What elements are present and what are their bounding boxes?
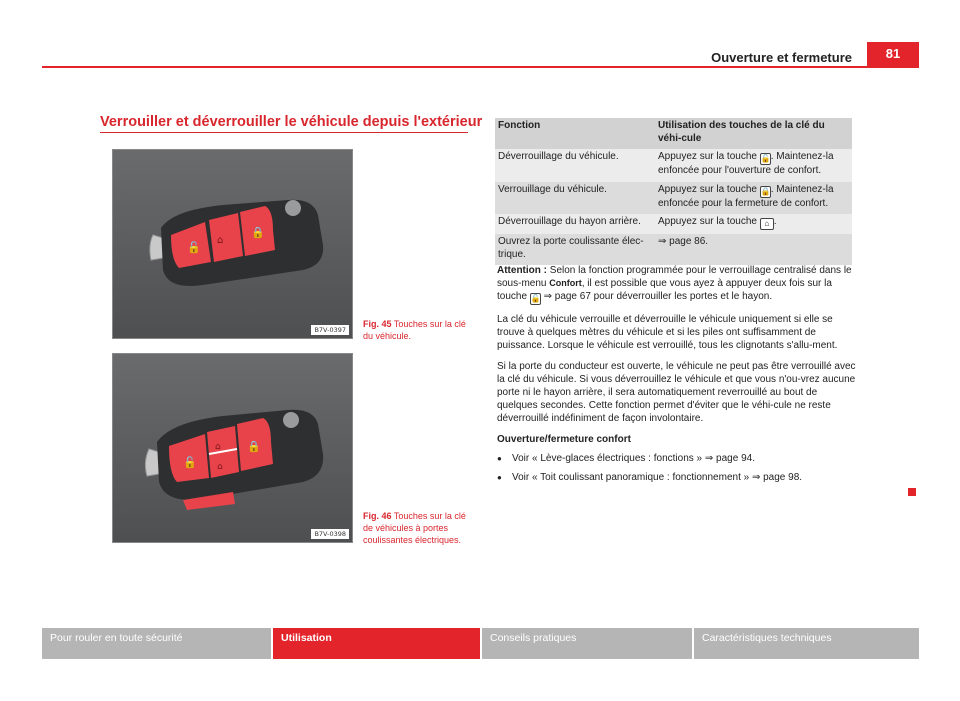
page-number: 81 bbox=[867, 42, 919, 66]
svg-text:⌂: ⌂ bbox=[217, 462, 223, 472]
table-row bbox=[495, 214, 852, 234]
unlock-key-icon: 🔓 bbox=[530, 294, 541, 303]
caption-number: Fig. 45 bbox=[363, 319, 392, 329]
figure-key-fob-1 bbox=[112, 149, 353, 339]
table-row bbox=[495, 182, 852, 215]
list-item: ● Voir « Toit coulissant panoramique : fonctionnement » ⇒ page 98. bbox=[497, 471, 857, 484]
attention-text: Selon la fonction programmée pour le verrouillage centralisé dans le sous-menu bbox=[497, 265, 852, 289]
section-end-marker bbox=[908, 488, 916, 496]
footer-tab-securite[interactable]: Pour rouler en toute sécurité bbox=[42, 628, 271, 659]
table-cell bbox=[655, 149, 852, 182]
paragraph: La clé du véhicule verrouille et déverrouille le véhicule uniquement si elle se trouve à quelques mètres du véhicule et si les piles ont suffisamment de puissance. Lorsque le véhicule est verrouillé, tous les clignotants s'allu-ment. bbox=[497, 314, 838, 351]
section-title-underline bbox=[100, 132, 468, 133]
footer-tab-conseils[interactable]: Conseils pratiques bbox=[482, 628, 692, 659]
svg-text:⌂: ⌂ bbox=[215, 442, 221, 452]
figure-key-fob-2 bbox=[112, 353, 353, 543]
figure-caption bbox=[363, 318, 473, 342]
attention-text: ⇒ page 67 pour déverrouiller les portes et le hayon. bbox=[543, 291, 773, 302]
table-header: Utilisation des touches de la clé du véhi-cule bbox=[655, 118, 852, 149]
trunk-key-icon: ⌂ bbox=[760, 218, 774, 230]
table-header-row bbox=[495, 118, 852, 149]
footer-tab-utilisation[interactable]: Utilisation bbox=[273, 628, 480, 659]
svg-text:🔓: 🔓 bbox=[187, 241, 201, 254]
table-cell: Verrouillage du véhicule. bbox=[495, 182, 655, 215]
subheading: Ouverture/fermeture confort bbox=[497, 434, 631, 445]
cell-text: . Maintenez-la enfoncée pour la fermeture de confort. bbox=[658, 183, 834, 209]
attention-paragraph bbox=[497, 264, 857, 305]
cell-text: . bbox=[773, 216, 777, 227]
cell-text: Appuyez sur la touche bbox=[658, 183, 757, 195]
svg-text:🔒: 🔒 bbox=[247, 440, 261, 453]
table-header: Fonction bbox=[495, 118, 655, 149]
footer-tab-caracteristiques[interactable]: Caractéristiques techniques bbox=[694, 628, 919, 659]
caption-number: Fig. 46 bbox=[363, 511, 392, 521]
table-row bbox=[495, 234, 852, 265]
unlock-key-icon: 🔓 bbox=[760, 154, 771, 163]
table-row bbox=[495, 149, 852, 182]
table-cell bbox=[655, 182, 852, 215]
cell-text: Appuyez sur la touche bbox=[658, 216, 757, 227]
caption-text: Touches sur la clé du véhicule. bbox=[363, 319, 466, 341]
list-item: ● Voir « Lève-glaces électriques : fonctions » ⇒ page 94. bbox=[497, 452, 857, 465]
table-cell bbox=[655, 214, 852, 234]
section-title: Verrouiller et déverrouiller le véhicule depuis l'extérieur bbox=[100, 114, 483, 130]
caption-text: Touches sur la clé de véhicules à portes coulissantes électriques. bbox=[363, 511, 466, 545]
running-header-title: Ouverture et fermeture bbox=[711, 50, 852, 65]
header-divider bbox=[42, 66, 919, 68]
table-cell: Déverrouillage du hayon arrière. bbox=[495, 214, 655, 234]
lock-key-icon: 🔒 bbox=[760, 186, 771, 196]
svg-text:🔓: 🔓 bbox=[183, 456, 197, 469]
cell-text: . Maintenez-la enfoncée pour l'ouverture de confort. bbox=[658, 151, 834, 176]
table-cell: Déverrouillage du véhicule. bbox=[495, 149, 655, 182]
key-fob-illustration bbox=[113, 150, 353, 339]
table-cell: Ouvrez la porte coulissante élec-trique. bbox=[495, 234, 655, 265]
table-cell: ⇒ page 86. bbox=[655, 234, 852, 265]
attention-text: , il est possible que vous ayez à appuyer deux fois sur la touche bbox=[497, 278, 832, 302]
svg-text:🔒: 🔒 bbox=[251, 226, 265, 239]
figure-code: B7V-0397 bbox=[311, 325, 349, 335]
paragraph: Si la porte du conducteur est ouverte, le véhicule ne peut pas être verrouillé avec la clé du véhicule. Si vous déverrouillez le véhicule et que vous n'ou-vrez aucune porte ni le hayon arrière, il sera automatiquement reverrouillé au bout de quelques secondes. Cette fonction permet d'éviter que le véhi-cule ne reste déverrouillé indéfiniment de façon involontaire. bbox=[497, 361, 856, 424]
key-functions-table bbox=[495, 118, 852, 265]
cell-text: Appuyez sur la touche bbox=[658, 151, 757, 162]
svg-text:⌂: ⌂ bbox=[217, 235, 224, 246]
body-text bbox=[497, 264, 857, 490]
attention-label: Attention : bbox=[497, 265, 547, 276]
confort-menu-name: Confort bbox=[549, 278, 582, 288]
figure-code: B7V-0398 bbox=[311, 529, 349, 539]
figure-caption bbox=[363, 510, 473, 546]
key-fob-sliding-door-illustration bbox=[113, 354, 353, 543]
